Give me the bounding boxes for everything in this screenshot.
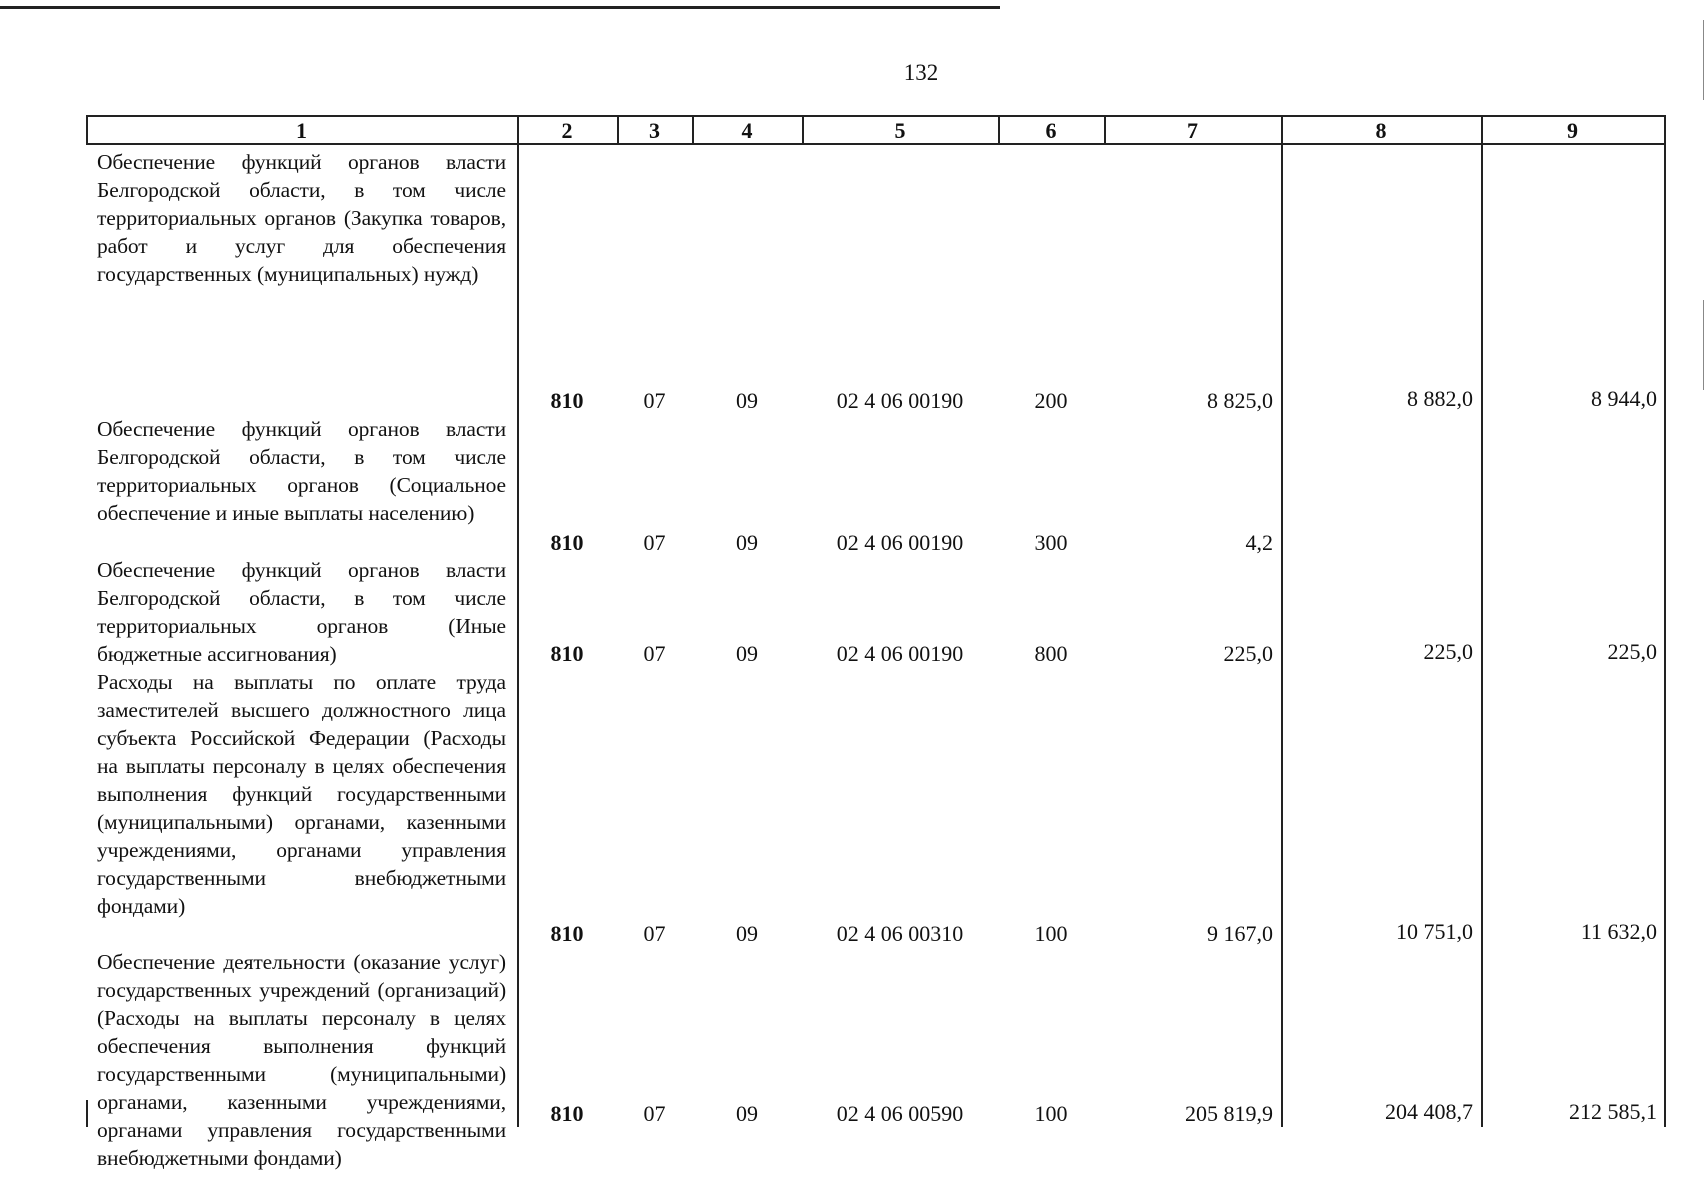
ministry-code: 810 bbox=[550, 921, 584, 946]
expense-type: 100 bbox=[1034, 1101, 1068, 1126]
amount-col9: 8 944,0 bbox=[1591, 386, 1657, 411]
amount-col7: 205 819,9 bbox=[1185, 1101, 1273, 1126]
amount-col8: 225,0 bbox=[1423, 639, 1473, 664]
budget-table bbox=[86, 115, 1666, 1170]
column-header: 5 bbox=[894, 118, 906, 143]
subsection-code: 09 bbox=[736, 1101, 758, 1126]
subsection-code: 09 bbox=[736, 388, 758, 413]
amount-col7: 4,2 bbox=[1245, 530, 1273, 555]
column-divider bbox=[1281, 115, 1283, 1127]
row-description: Обеспечение деятельности (оказание услуг) государственных учреждений (организаций) (Расходы на выплаты персоналу в целях обеспечения выполнения функций государственными (муниципальными) органами, казенными учреждениями, органами управления государственными внебюджетными фондами) bbox=[97, 950, 506, 1170]
subsection-code: 09 bbox=[736, 530, 758, 555]
column-divider bbox=[1481, 115, 1483, 1127]
amount-col7: 225,0 bbox=[1223, 641, 1273, 666]
subsection-code: 09 bbox=[736, 641, 758, 666]
column-header: 4 bbox=[741, 118, 753, 143]
column-header: 9 bbox=[1567, 118, 1578, 143]
target-article: 02 4 06 00190 bbox=[836, 530, 964, 555]
scan-edge-mark bbox=[1703, 300, 1704, 390]
ministry-code: 810 bbox=[550, 641, 584, 666]
expense-type: 300 bbox=[1034, 530, 1068, 555]
target-article: 02 4 06 00190 bbox=[836, 388, 964, 413]
column-header: 3 bbox=[649, 118, 660, 143]
target-article: 02 4 06 00310 bbox=[836, 921, 964, 946]
subsection-code: 09 bbox=[736, 921, 758, 946]
row-description: Обеспечение функций органов власти Белгородской области, в том числе территориальных органов (Закупка товаров, работ и услуг для обеспечения государственных (муниципальных) нужд) bbox=[97, 150, 506, 286]
section-code: 07 bbox=[643, 641, 666, 666]
column-divider bbox=[517, 115, 519, 1127]
scan-edge-mark bbox=[1703, 20, 1704, 100]
amount-col8: 10 751,0 bbox=[1396, 919, 1473, 944]
column-header: 7 bbox=[1187, 118, 1198, 143]
amount-col9: 11 632,0 bbox=[1580, 919, 1657, 944]
amount-col8: 8 882,0 bbox=[1407, 386, 1473, 411]
page-number: 132 bbox=[903, 60, 939, 85]
section-code: 07 bbox=[643, 530, 666, 555]
amount-col7: 8 825,0 bbox=[1207, 388, 1273, 413]
amount-col9: 212 585,1 bbox=[1569, 1099, 1657, 1124]
section-code: 07 bbox=[643, 1101, 666, 1126]
expense-type: 800 bbox=[1034, 641, 1068, 666]
target-article: 02 4 06 00190 bbox=[836, 641, 964, 666]
row-description: Расходы на выплаты по оплате труда заместителей высшего должностного лица субъекта Российской Федерации (Расходы на выплаты персоналу в целях обеспечения выполнения функций государственными (муниципальными) органами, казенными учреждениями, органами управления государственными внебюджетными фондами) bbox=[97, 670, 506, 918]
top-rule bbox=[0, 6, 1000, 9]
column-header: 8 bbox=[1375, 118, 1387, 143]
row-description: Обеспечение функций органов власти Белгородской области, в том числе территориальных органов (Иные бюджетные ассигнования) bbox=[97, 558, 506, 666]
expense-type: 200 bbox=[1034, 388, 1068, 413]
amount-col7: 9 167,0 bbox=[1207, 921, 1273, 946]
amount-col8: 204 408,7 bbox=[1385, 1099, 1473, 1124]
cell-tick bbox=[1281, 1105, 1283, 1125]
ministry-code: 810 bbox=[550, 388, 584, 413]
table-right-border bbox=[1664, 115, 1666, 1127]
expense-type: 100 bbox=[1034, 921, 1068, 946]
ministry-code: 810 bbox=[550, 1101, 584, 1126]
section-code: 07 bbox=[643, 921, 666, 946]
header-bottom-border bbox=[86, 143, 1666, 145]
row-description: Обеспечение функций органов власти Белгородской области, в том числе территориальных органов (Социальное обеспечение и иные выплаты населению) bbox=[97, 417, 506, 525]
section-code: 07 bbox=[643, 388, 666, 413]
left-edge-stub bbox=[86, 1100, 88, 1127]
ministry-code: 810 bbox=[550, 530, 584, 555]
target-article: 02 4 06 00590 bbox=[836, 1101, 964, 1126]
column-header: 6 bbox=[1045, 118, 1057, 143]
column-header: 1 bbox=[296, 118, 307, 143]
column-header: 2 bbox=[561, 118, 573, 143]
amount-col9: 225,0 bbox=[1607, 639, 1657, 664]
